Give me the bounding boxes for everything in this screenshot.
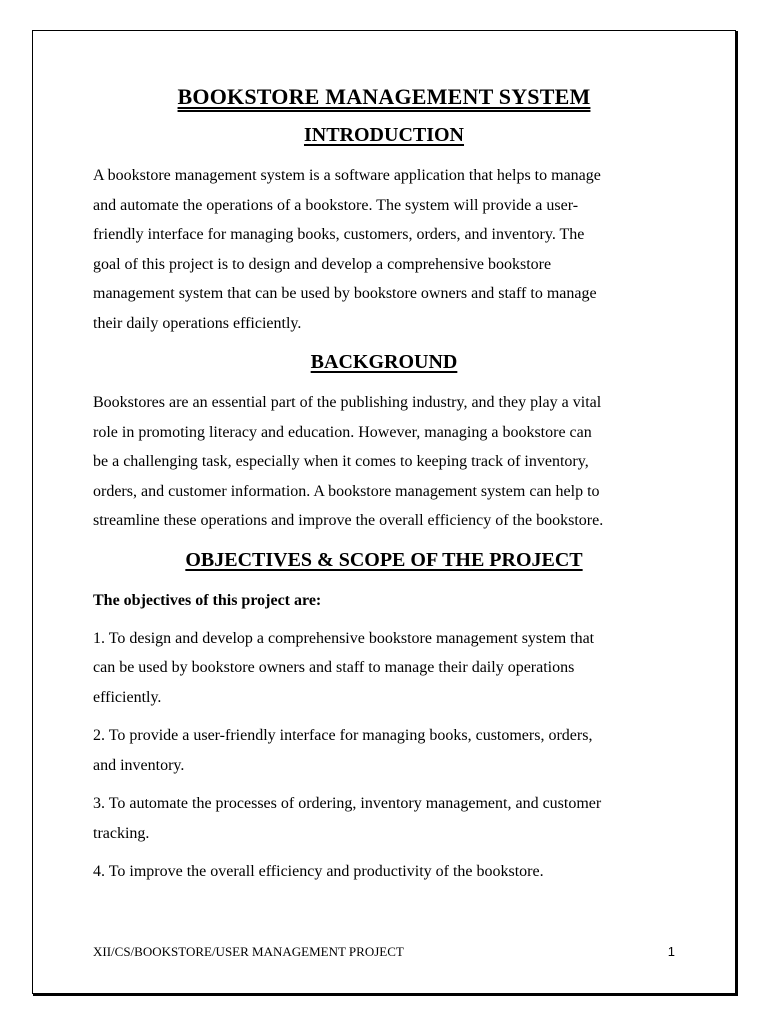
text-line: can be used by bookstore owners and staff to manage their daily operations [93, 659, 575, 676]
objective-item-3 [93, 789, 675, 848]
text-line: and automate the operations of a bookstore. The system will provide a user- [93, 196, 579, 214]
text-line: streamline these operations and improve the overall efficiency of the bookstore. [93, 512, 604, 529]
text-line: and inventory. [93, 756, 185, 774]
page-number: 1 [667, 944, 675, 959]
text-line: 2. To provide a user-friendly interface for managing books, customers, orders, [93, 727, 593, 744]
objectives-heading: OBJECTIVES & SCOPE OF THE PROJECT [185, 548, 583, 571]
background-heading: BACKGROUND [310, 351, 458, 373]
text-line: Bookstores are an essential part of the publishing industry, and they play a vital [93, 394, 602, 411]
text-line: tracking. [93, 824, 150, 842]
introduction-paragraph [93, 161, 675, 338]
objectives-lead: The objectives of this project are: [93, 591, 322, 609]
footer-label: XII/CS/BOOKSTORE/USER MANAGEMENT PROJECT [93, 944, 404, 959]
document-title: BOOKSTORE MANAGEMENT SYSTEM [177, 84, 591, 109]
text-line: goal of this project is to design and develop a comprehensive bookstore [93, 255, 552, 273]
objective-item-2 [93, 721, 675, 780]
document-body [93, 84, 675, 896]
introduction-heading: INTRODUCTION [303, 124, 465, 146]
text-line: 4. To improve the overall efficiency and productivity of the bookstore. [93, 863, 544, 880]
text-line: management system that can be used by bookstore owners and staff to manage [93, 285, 597, 302]
text-line: efficiently. [93, 688, 162, 706]
text-line: friendly interface for managing books, customers, orders, and inventory. The [93, 226, 585, 243]
objective-item-1 [93, 624, 675, 713]
text-line: A bookstore management system is a software application that helps to manage [93, 167, 601, 184]
text-line: 1. To design and develop a comprehensive bookstore management system that [93, 629, 595, 647]
background-paragraph [93, 388, 675, 536]
objective-item-4 [93, 857, 675, 887]
text-line: their daily operations efficiently. [93, 314, 302, 332]
text-line: 3. To automate the processes of ordering, inventory management, and customer [93, 795, 602, 812]
text-line: be a challenging task, especially when it comes to keeping track of inventory, [93, 453, 589, 470]
text-line: role in promoting literacy and education. However, managing a bookstore can [93, 423, 592, 441]
text-line: orders, and customer information. A bookstore management system can help to [93, 482, 600, 500]
